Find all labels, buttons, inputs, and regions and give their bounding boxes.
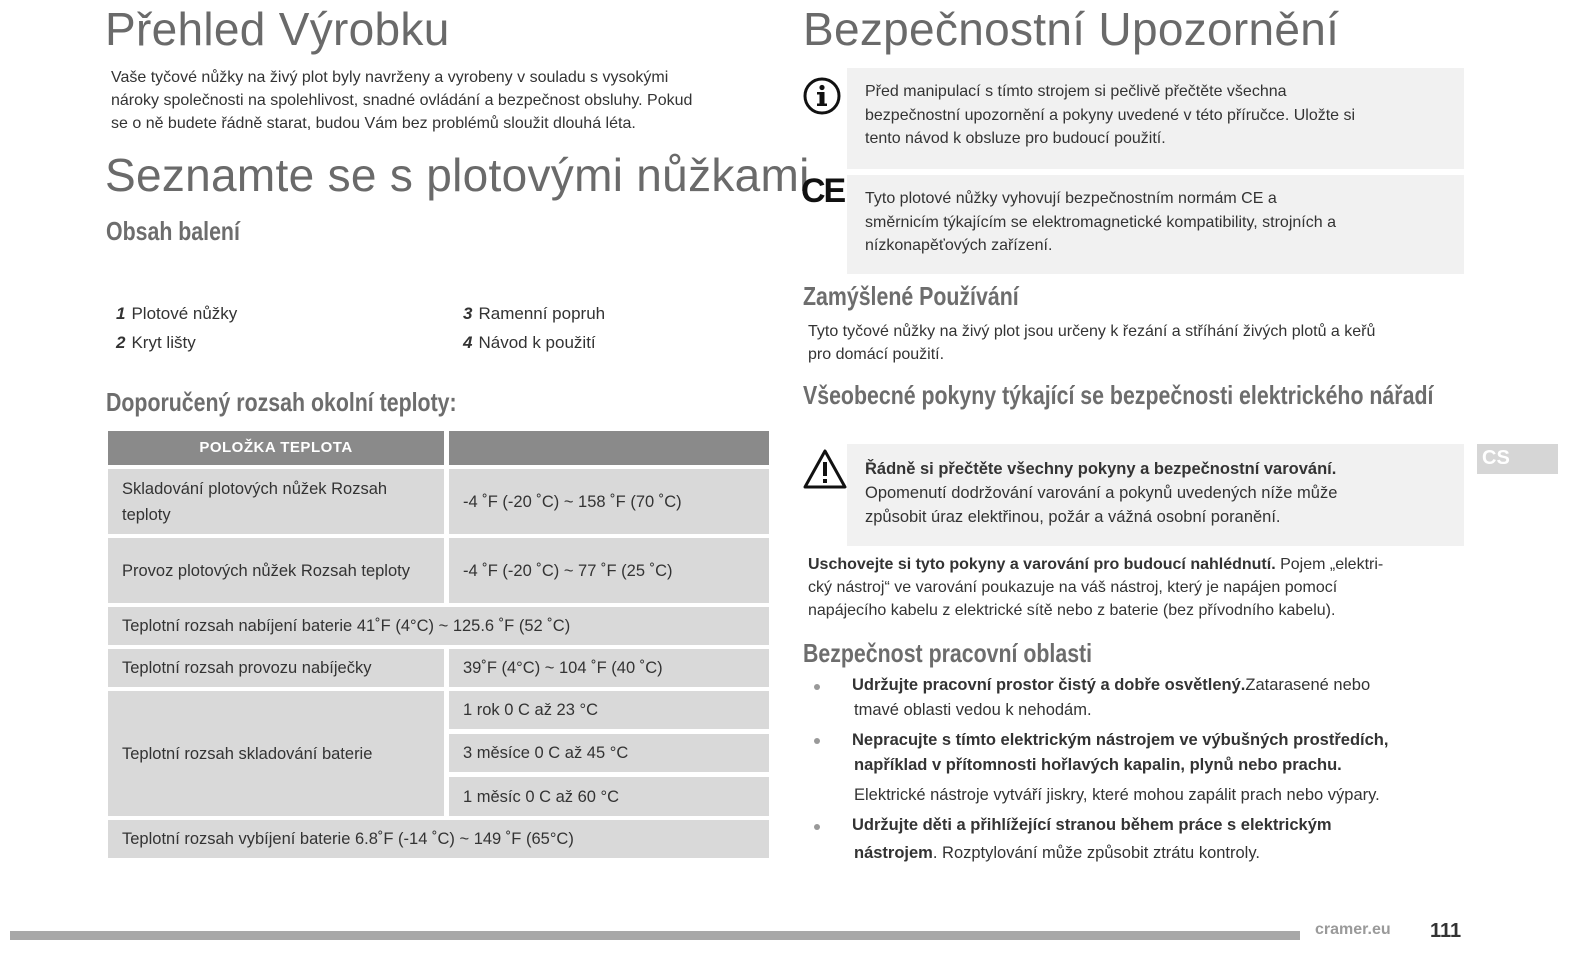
footer-bar xyxy=(10,931,1300,940)
bullet-line xyxy=(852,673,1370,698)
paragraph-line: pro domácí použití. xyxy=(808,346,945,363)
table-cell-label: Provoz plotových nůžek Rozsah teploty xyxy=(108,538,444,603)
bold-lead: Uschovejte si tyto pokyny a varování pro budoucí nahlédnutí. xyxy=(808,556,1276,573)
package-item-number: 2 xyxy=(116,333,126,352)
bullet-dot xyxy=(814,738,820,744)
paragraph-line: Tyto tyčové nůžky na živý plot jsou určeny k řezání a stříhání živých plotů a keřů xyxy=(808,323,1376,340)
package-contents-heading: Obsah balení xyxy=(106,216,240,246)
package-item-number: 3 xyxy=(463,304,473,323)
title-safety-warnings: Bezpečnostní Upozornění xyxy=(803,3,1340,55)
warning-triangle-icon xyxy=(802,448,848,490)
notice-line: tento návod k obsluze pro budoucí použití. xyxy=(865,130,1166,147)
bullet-text: . Rozptylování může způsobit ztrátu kontroly. xyxy=(932,844,1260,862)
table-cell-full-row: Teplotní rozsah vybíjení baterie 6.8˚F (-14 ˚C) ~ 149 ˚F (65°C) xyxy=(108,820,769,858)
package-item xyxy=(116,333,196,353)
info-icon xyxy=(802,76,842,116)
title-meet-hedge-trimmer: Seznamte se s plotovými nůžkami xyxy=(105,149,810,201)
intended-use-paragraph xyxy=(808,320,1375,366)
package-item-label: Ramenní popruh xyxy=(478,304,606,323)
notice-line: Před manipulací s tímto strojem si pečlivě přečtěte všechna xyxy=(865,83,1287,100)
bullet-text: Zatarasené nebo xyxy=(1245,676,1371,694)
notice-line: bezpečnostní upozornění a pokyny uvedené v této příručce. Uložte si xyxy=(865,106,1356,124)
info-notice-box xyxy=(847,68,1464,169)
notice-line: Řádně si přečtěte všechny pokyny a bezpečnostní varování. xyxy=(865,460,1337,478)
title-product-overview: Přehled Výrobku xyxy=(105,3,450,55)
table-header-empty xyxy=(449,431,769,465)
page-number: 111 xyxy=(1430,920,1462,942)
intro-paragraph xyxy=(111,66,771,135)
notice-line: způsobit úraz elektřinou, požár a vážná osobní poranění. xyxy=(865,508,1281,526)
bullet-line: Nepracujte s tímto elektrickým nástrojem ve výbušných prostředích, xyxy=(852,731,1389,749)
table-cell-value: 39˚F (4°C) ~ 104 ˚F (40 ˚C) xyxy=(449,649,769,687)
table-header-item: POLOŽKA TEPLOTA xyxy=(108,431,444,465)
paragraph-line xyxy=(808,553,1468,576)
bullet-dot xyxy=(814,824,820,830)
bullet-item xyxy=(852,728,1388,808)
table-cell-value: 1 rok 0 C až 23 °C xyxy=(449,691,769,729)
warning-notice-box xyxy=(847,444,1464,546)
notice-line: Tyto plotové nůžky vyhovují bezpečnostním normám CE a xyxy=(865,190,1277,207)
table-cell-full-row: Teplotní rozsah nabíjení baterie 41˚F (4°C) ~ 125.6 ˚F (52 ˚C) xyxy=(108,607,769,645)
intro-line: Vaše tyčové nůžky na živý plot byly navrženy a vyrobeny v souladu s vysokými xyxy=(111,69,669,86)
keep-instructions-paragraph xyxy=(808,553,1468,622)
temperature-range-heading: Doporučený rozsah okolní teploty: xyxy=(106,387,457,417)
bullet-item xyxy=(852,673,1370,723)
language-tab xyxy=(1477,444,1558,474)
ce-mark-icon: CE xyxy=(801,172,845,210)
language-tab-label: CS xyxy=(1482,447,1510,469)
footer-site: cramer.eu xyxy=(1315,921,1391,938)
notice-line: nízkonapěťových zařízení. xyxy=(865,237,1053,254)
package-item xyxy=(116,304,237,324)
bullet-item xyxy=(852,813,1332,866)
bold-lead: Udržujte pracovní prostor čistý a dobře osvětlený. xyxy=(852,676,1246,694)
table-cell-value: -4 ˚F (-20 ˚C) ~ 158 ˚F (70 ˚C) xyxy=(449,469,769,534)
ce-notice-box xyxy=(847,175,1464,274)
bullet-line: Elektrické nástroje vytváří jiskry, které mohou zapálit prach nebo výpary. xyxy=(854,786,1380,804)
general-safety-heading: Všeobecné pokyny týkající se bezpečnosti elektrického nářadí xyxy=(803,380,1434,410)
table-cell-label: Teplotní rozsah skladování baterie xyxy=(108,691,444,816)
notice-line: směrnicím týkajícím se elektromagnetické kompatibility, strojních a xyxy=(865,213,1336,231)
intro-line: se o ně budete řádně starat, budou Vám bez problémů sloužit dlouhá léta. xyxy=(111,115,636,132)
table-cell-label: Teplotní rozsah provozu nabíječky xyxy=(108,649,444,687)
table-cell-label: Skladování plotových nůžek Rozsah teploty xyxy=(108,469,444,534)
bullet-line: Udržujte děti a přihlížející stranou během práce s elektrickým xyxy=(852,816,1332,834)
bullet-line xyxy=(852,841,1332,866)
package-item-number: 1 xyxy=(116,304,126,323)
bold-lead: nástrojem xyxy=(854,844,933,862)
bullet-line: tmavé oblasti vedou k nehodám. xyxy=(854,701,1092,719)
intro-line: nároky společnosti na spolehlivost, snadné ovládání a bezpečnost obsluhy. Pokud xyxy=(111,92,693,109)
intended-use-heading: Zamýšlené Používání xyxy=(803,281,1019,311)
package-item xyxy=(463,333,596,353)
table-cell-value: 1 měsíc 0 C až 60 °C xyxy=(449,777,769,816)
paragraph-line: napájecího kabelu z elektrické sítě nebo z baterie (bez přívodního kabelu). xyxy=(808,602,1336,619)
bullet-line: například v přítomnosti hořlavých kapalin, plynů nebo prachu. xyxy=(854,756,1342,774)
package-item-label: Návod k použití xyxy=(478,333,596,352)
work-area-safety-heading: Bezpečnost pracovní oblasti xyxy=(803,638,1093,668)
paragraph-text: Pojem „elektri- xyxy=(1275,556,1384,573)
package-item-number: 4 xyxy=(463,333,473,352)
table-cell-value: 3 měsíce 0 C až 45 °C xyxy=(449,734,769,772)
package-item-label: Kryt lišty xyxy=(131,333,196,352)
paragraph-line: cký nástroj“ ve varování poukazuje na váš nástroj, který je napájen pomocí xyxy=(808,579,1338,596)
notice-line: Opomenutí dodržování varování a pokynů uvedených níže může xyxy=(865,484,1338,502)
package-item xyxy=(463,304,605,324)
table-cell-value: -4 ˚F (-20 ˚C) ~ 77 ˚F (25 ˚C) xyxy=(449,538,769,603)
package-item-label: Plotové nůžky xyxy=(131,304,238,323)
bullet-dot xyxy=(814,684,820,690)
